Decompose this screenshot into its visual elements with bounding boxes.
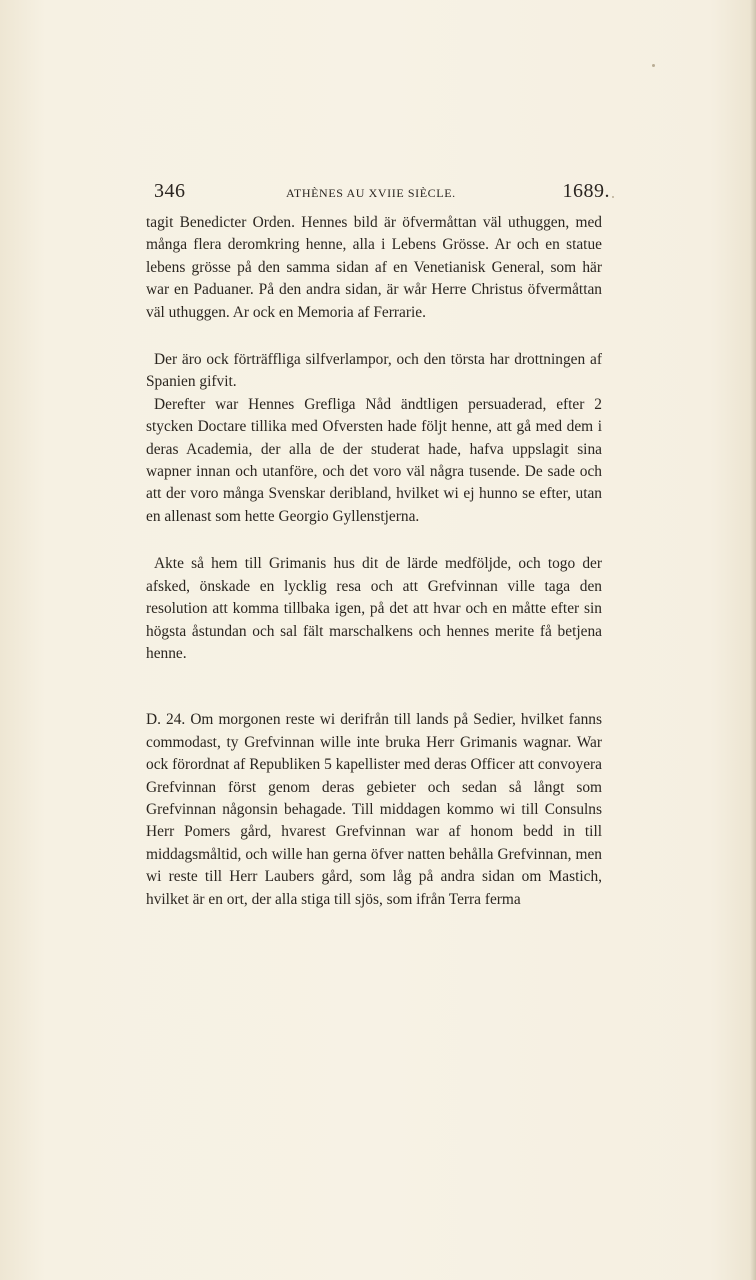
running-head: ATHÈNES AU XVIIE SIÈCLE. xyxy=(286,186,456,200)
paragraph: D. 24. Om morgonen reste wi derifrån till lands på Sedier, hvilket fanns commodast, ty Grefvinnan wille inte bruka Herr Grimanis wagnar. War ock förordnat af Republiken 5 kapellister med deras Officer att convoyera Grefvinnan först genom deras gebieter och sedan så långt som Grefvinnan någonsin behagade. Till middagen kommo wi till Consulns Herr Pomers gård, hvarest Grefvinnan war af honom bedd in till middagsmåltid, och wille han gerna öfver natten behålla Grefvinnan, men wi reste till Herr Laubers gård, som låg på andra sidan om Mastich, hvilket är en ort, der alla stiga till sjös, som ifrån Terra ferma xyxy=(146,711,602,908)
body-text xyxy=(146,212,602,911)
paper-speck xyxy=(612,196,614,198)
paragraph: Derefter war Hennes Grefliga Nåd ändtligen persuaderad, efter 2 stycken Doctare tillika med Ofversten hade följt henne, att gå med dem i deras Academia, der alla de der studerat hade, hafva uppslagit sina wapner innan och utanföre, och det voro väl några tusende. De sade och att der voro många Svenskar deribland, hvilket wi ej hunno se efter, utan en allenast som hette Georgio Gyllenstjerna. xyxy=(146,395,602,525)
paragraph: Akte så hem till Grimanis hus dit de lärde medföljde, och togo der afsked, önskade en lycklig resa och att Grefvinnan ville taga den resolution att komma tillbaka igen, på det att hvar och en måtte efter sin högsta åstundan och sal fält marschalkens och hennes merite få betjena henne. xyxy=(146,555,602,662)
page-edge-shadow xyxy=(750,0,756,1280)
page-number: 346 xyxy=(154,180,186,202)
paragraph: Der äro ock förträffliga silfverlampor, och den törsta har drottningen af Spanien gifvit. xyxy=(146,351,602,391)
paper-speck xyxy=(652,64,655,67)
header-year: 1689. xyxy=(562,180,610,202)
page-header xyxy=(154,180,608,206)
paragraph: tagit Benedicter Orden. Hennes bild är öfvermåttan väl uthuggen, med många flera deromkring henne, alla i Lebens Grösse. Ar och en statue lebens grösse på den samma sidan af en Venetianisk General, som här war en Paduaner. På den andra sidan, är wår Herre Christus öfvermåttan väl uthuggen. Ar ock en Memoria af Ferrarie. xyxy=(146,214,602,321)
